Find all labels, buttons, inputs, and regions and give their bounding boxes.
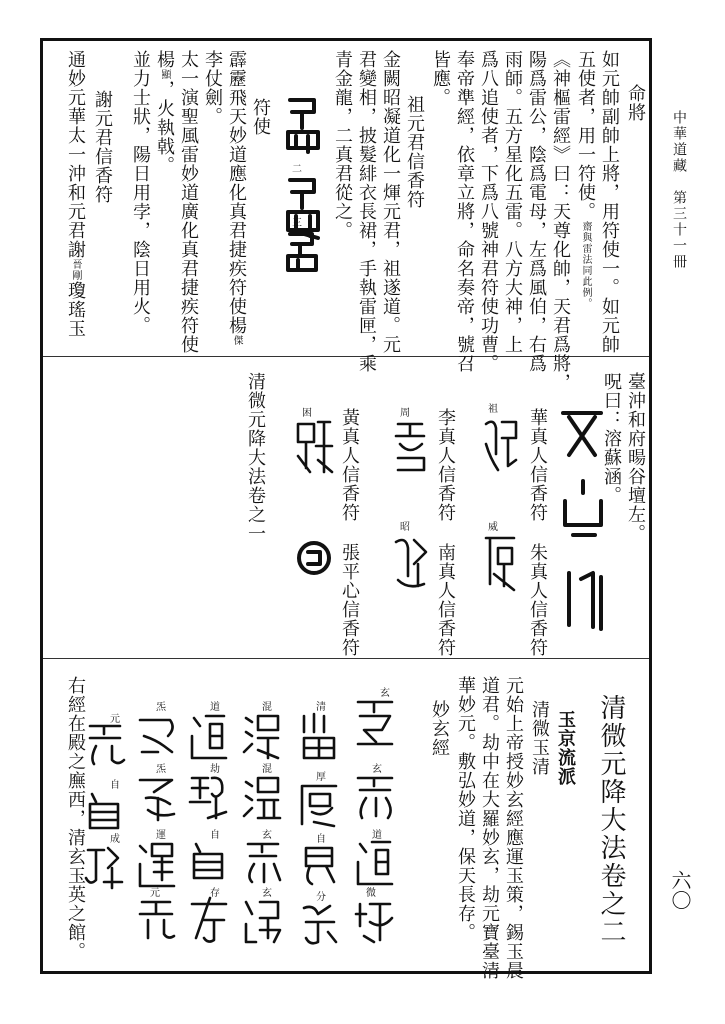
text-column: 臺沖和府暘谷壇左。 [625,372,646,543]
talisman-label: 黃真人信香符 [339,408,360,522]
glyph-label: 自 [210,830,220,841]
seal-glyph [294,538,334,578]
glyph-label: 混 [262,702,272,713]
glyph-marker: 周 [400,408,410,419]
talisman-title: 謝元君信香符 [92,90,113,204]
text-column: 金闕昭凝道化一煇元君，祖遂道。元 [380,50,401,354]
talisman-label: 華真人信香符 [527,408,548,522]
closing-text: 右經在殿之廡西，清玄玉英之館。 [65,676,86,961]
seal-glyph [186,894,232,946]
seal-glyph [134,894,180,944]
text-column: 並力士狀，陽日用孛，陰日用火。 [130,50,151,335]
seal-glyph [186,708,232,764]
glyph-marker: 三 [292,218,302,229]
talisman-title: 祖元君信香符 [404,95,425,209]
glyph-marker: 威 [488,522,498,533]
talisman-label: 李真人信香符 [435,408,456,522]
glyph-label: 微 [366,888,376,899]
seal-glyph [390,416,430,476]
seal-glyph [82,840,128,892]
seal-glyph [82,786,128,834]
sutra-title: 妙玄經 [429,700,450,757]
glyph-label: 元 [110,714,120,725]
talisman-label: 南真人信香符 [435,543,456,657]
text-column: 五使者，用一符使。齋與雷法同此例。 [575,50,596,309]
text-column: 華妙元。敷弘妙道，保天長存。 [455,676,476,942]
text-column: 李仗劍。 [202,50,223,126]
seal-glyph [352,834,398,890]
heading-fu-shi: 符使 [250,98,271,136]
subheading: 清微玉清 [529,700,550,776]
glyph-label: 存 [210,888,220,899]
glyph-marker: 祖 [488,404,498,415]
glyph-label: 玄 [262,888,272,899]
text-column: 皆應。 [430,50,451,107]
text-column: 爲八追使者，下爲八號神君符使功曹。 [478,50,499,373]
text-column: 陽爲雷公，陰爲電母，左爲風伯，右爲 [526,50,547,373]
volume-end-title: 清微元降大法卷之一 [245,372,266,543]
glyph-label: 玄 [262,830,272,841]
seal-glyph [186,770,232,824]
text-column: 君變相，披髮緋衣長裙，手執雷匣，乘 [356,50,377,373]
seal-glyph [352,694,398,750]
seal-glyph [240,770,286,824]
glyph-label: 運 [156,830,166,841]
text-column: 太一演聖風雷妙道廣化真君捷疾符使 [178,50,199,354]
glyph-label: 厚 [316,772,326,783]
text-column: 《神樞雷經》曰：天尊化帥，天君爲將， [550,50,571,392]
running-header: 中華道藏 第三十一冊 [671,110,687,270]
seal-glyph [240,836,286,886]
seal-glyph [352,770,398,822]
seal-glyph [352,896,398,946]
text-column: 道君。劫中在大羅妙玄，劫元寶臺清 [479,676,500,980]
talisman-glyph [284,228,324,274]
volume-title: 清微元降大法卷之二 [596,694,626,946]
seal-glyph [480,414,520,480]
talisman-label: 朱真人信香符 [527,543,548,657]
glyph-label: 炁 [156,764,166,775]
talisman-label: 張平心信香符 [339,543,360,657]
text-column: 青金龍，二真君從之。 [332,50,353,240]
school-title: 玉京流派 [555,710,576,786]
glyph-label: 劫 [210,764,220,775]
text-column: 楊顯，火執戟。 [154,50,175,175]
glyph-label: 清 [316,702,326,713]
text-column: 雨師。五方星化五雷。八方大神，上 [502,50,523,354]
seal-glyph [82,718,128,770]
seal-glyph [296,708,342,764]
glyph-label: 成 [110,834,120,845]
seal-glyph [292,416,336,478]
glyph-label: 混 [262,764,272,775]
glyph-marker: 二 [292,164,302,175]
seal-glyph [134,770,180,824]
seal-glyph [134,708,180,758]
seal-glyph [296,840,342,888]
heading-ming-jiang: 命將 [625,84,646,122]
glyph-label: 道 [210,702,220,713]
seal-glyph [390,530,430,596]
section-divider-bottom [43,658,649,659]
incantation: 呪曰：溶蘇涵。 [601,372,622,505]
glyph-label: 玄 [372,764,382,775]
seal-glyph [186,836,232,884]
seal-glyph [296,898,342,948]
seal-glyph [240,708,286,764]
glyph-label: 炁 [156,702,166,713]
page-number: 六〇 [668,870,692,910]
glyph-label: 元 [150,888,160,899]
glyph-label: 自 [316,834,326,845]
seal-glyph [480,530,520,596]
text-column: 通妙元華太一沖和元君謝晉剛瓊瑤玉 [65,50,86,338]
seal-glyph [240,894,286,946]
text-column: 奉帝準經，依章立將，命名奏帝，號召 [454,50,475,373]
glyph-marker: 困 [302,408,312,419]
glyph-marker: 昭 [400,522,410,533]
glyph-label: 自 [110,780,120,791]
seal-glyph [296,778,342,830]
text-column: 元始上帝授妙玄經應運玉策，錫玉晨 [503,676,524,980]
glyph-label: 玄 [380,688,390,699]
text-column: 霹靂飛天妙道應化真君捷疾符使楊傑 [226,50,247,346]
glyph-label: 分 [316,892,326,903]
glyph-label: 道 [372,830,382,841]
talisman-glyph-column [555,405,611,645]
talisman-glyph [284,92,324,158]
text-column: 如元帥副帥上將，用符使一。如元帥 [599,50,620,354]
